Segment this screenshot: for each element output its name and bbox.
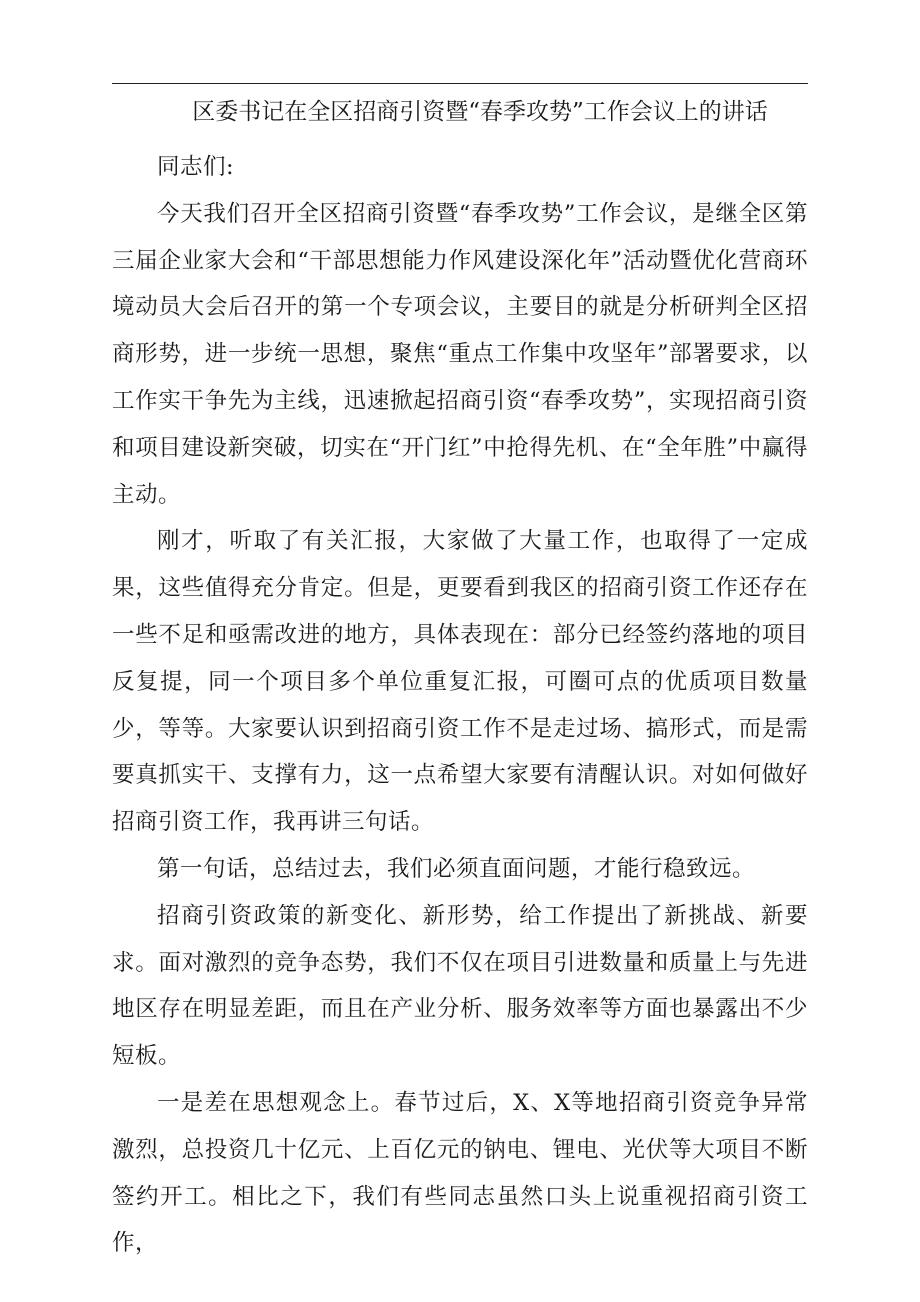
paragraph-point-one: 一是差在思想观念上。春节过后，X、X等地招商引资竞争异常激烈，总投资几十亿元、上百亿元的钠电、锂电、光伏等大项目不断签约开工。相比之下，我们有些同志虽然口头上说重视招商引资工作， (112, 1089, 808, 1257)
header-rule (112, 83, 808, 84)
paragraph-assessment: 刚才，听取了有关汇报，大家做了大量工作，也取得了一定成果，这些值得充分肯定。但是，更要看到我区的招商引资工作还存在一些不足和亟需改进的地方，具体表现在：部分已经签约落地的项目反复提，同一个项目多个单位重复汇报，可圈可点的优质项目数量少，等等。大家要认识到招商引资工作不是走过场、搞形式，而是需要真抓实干、支撑有力，这一点希望大家要有清醒认识。对如何做好招商引资工作，我再讲三句话。 (112, 528, 808, 836)
salutation: 同志们: (157, 154, 235, 180)
paragraph-intro: 今天我们召开全区招商引资暨“春季攻势”工作会议，是继全区第三届企业家大会和“干部思想能力作风建设深化年”活动暨优化营商环境动员大会后召开的第一个专项会议，主要目的就是分析研判全区招商形势，进一步统一思想，聚焦“重点工作集中攻坚年”部署要求，以工作实干争先为主线，迅速掀起招商引资“春季攻势”，实现招商引资和项目建设新突破，切实在“开门红”中抢得先机、在“全年胜”中赢得主动。 (112, 200, 808, 508)
paragraph-challenges: 招商引资政策的新变化、新形势，给工作提出了新挑战、新要求。面对激烈的竞争态势，我们不仅在项目引进数量和质量上与先进地区存在明显差距，而且在产业分析、服务效率等方面也暴露出不少短板。 (112, 902, 808, 1070)
document-title: 区委书记在全区招商引资暨“春季攻势”工作会议上的讲话 (192, 99, 768, 125)
document-body (112, 144, 808, 1267)
section-heading-first: 第一句话，总结过去，我们必须直面问题，才能行稳致远。 (157, 855, 756, 882)
